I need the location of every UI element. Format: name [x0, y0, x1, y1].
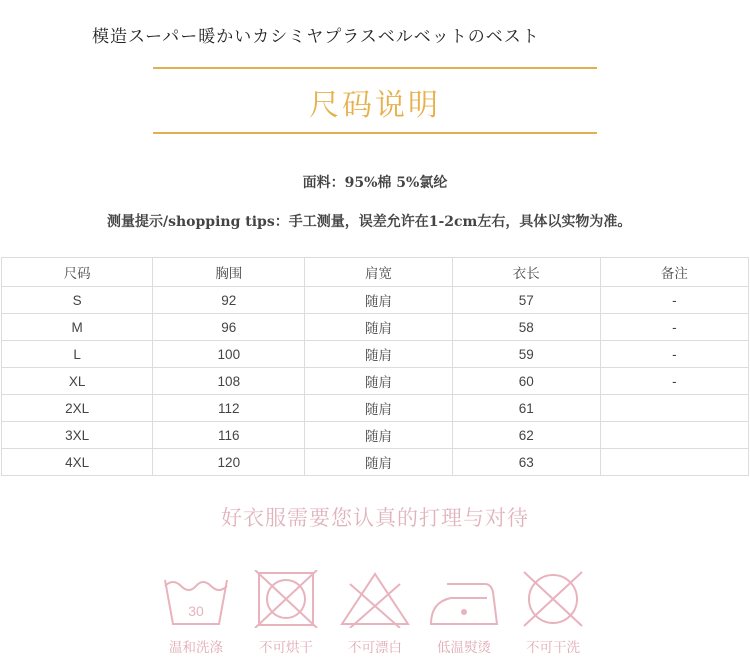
cell-size: S: [2, 287, 153, 314]
cell-shoulder: 随肩: [305, 287, 452, 314]
header-size: 尺码: [2, 258, 153, 287]
cell-note: [600, 422, 748, 449]
cell-shoulder: 随肩: [305, 368, 452, 395]
no-dry-clean-icon: [516, 570, 590, 628]
cell-length: 57: [452, 287, 600, 314]
cell-chest: 112: [153, 395, 305, 422]
cell-length: 61: [452, 395, 600, 422]
care-label-no-dry-clean: 不可干洗: [526, 640, 580, 656]
care-item-no-dry-clean: [513, 570, 593, 656]
table-header-row: [2, 258, 749, 287]
cell-length: 63: [452, 449, 600, 476]
table-row: [2, 395, 749, 422]
no-bleach-icon: [338, 570, 412, 628]
care-label-no-tumble-dry: 不可烘干: [259, 640, 313, 656]
care-label-wash: 温和洗涤: [169, 640, 223, 656]
header-length: 衣长: [452, 258, 600, 287]
table-row: [2, 422, 749, 449]
cell-chest: 120: [153, 449, 305, 476]
fabric-info: 面料：95%棉 5%氯纶: [302, 175, 448, 191]
measurement-tips: 测量提示/shopping tips：手工测量，误差允许在1-2cm左右，具体以实物为准。: [107, 214, 632, 230]
care-label-low-iron: 低温熨烫: [437, 640, 491, 656]
table-row: [2, 287, 749, 314]
header-chest: 胸围: [153, 258, 305, 287]
table-row: [2, 314, 749, 341]
divider-bottom: [153, 132, 597, 134]
cell-size: 4XL: [2, 449, 153, 476]
header-shoulder: 肩宽: [305, 258, 452, 287]
cell-length: 60: [452, 368, 600, 395]
table-row: [2, 368, 749, 395]
care-item-no-bleach: [335, 570, 415, 656]
cell-shoulder: 随肩: [305, 422, 452, 449]
care-item-no-tumble-dry: [246, 570, 326, 656]
cell-note: -: [600, 287, 748, 314]
cell-chest: 100: [153, 341, 305, 368]
care-label-no-bleach: 不可漂白: [348, 640, 402, 656]
cell-length: 62: [452, 422, 600, 449]
table-row: [2, 341, 749, 368]
cell-shoulder: 随肩: [305, 395, 452, 422]
cell-size: M: [2, 314, 153, 341]
cell-note: -: [600, 314, 748, 341]
low-iron-icon: [427, 570, 501, 628]
divider-top: [153, 67, 597, 69]
wash-temperature: 30: [188, 603, 204, 619]
cell-length: 59: [452, 341, 600, 368]
care-item-low-iron: [424, 570, 504, 656]
cell-note: -: [600, 368, 748, 395]
cell-note: [600, 449, 748, 476]
cell-size: 3XL: [2, 422, 153, 449]
cell-shoulder: 随肩: [305, 314, 452, 341]
no-tumble-dry-icon: [249, 570, 323, 628]
cell-chest: 92: [153, 287, 305, 314]
cell-shoulder: 随肩: [305, 341, 452, 368]
section-title: 尺码说明: [309, 88, 441, 123]
size-table: [1, 257, 749, 476]
cell-chest: 116: [153, 422, 305, 449]
cell-note: -: [600, 341, 748, 368]
wash-30-icon: [159, 570, 233, 628]
table-row: [2, 449, 749, 476]
header-note: 备注: [600, 258, 748, 287]
cell-note: [600, 395, 748, 422]
cell-chest: 108: [153, 368, 305, 395]
cell-size: L: [2, 341, 153, 368]
cell-length: 58: [452, 314, 600, 341]
cell-shoulder: 随肩: [305, 449, 452, 476]
cell-size: 2XL: [2, 395, 153, 422]
cell-chest: 96: [153, 314, 305, 341]
product-title: 模造スーパー暖かいカシミヤプラスベルベットのベスト: [92, 27, 540, 47]
care-item-wash: [156, 570, 236, 656]
cell-size: XL: [2, 368, 153, 395]
care-heading: 好衣服需要您认真的打理与对待: [221, 506, 529, 530]
